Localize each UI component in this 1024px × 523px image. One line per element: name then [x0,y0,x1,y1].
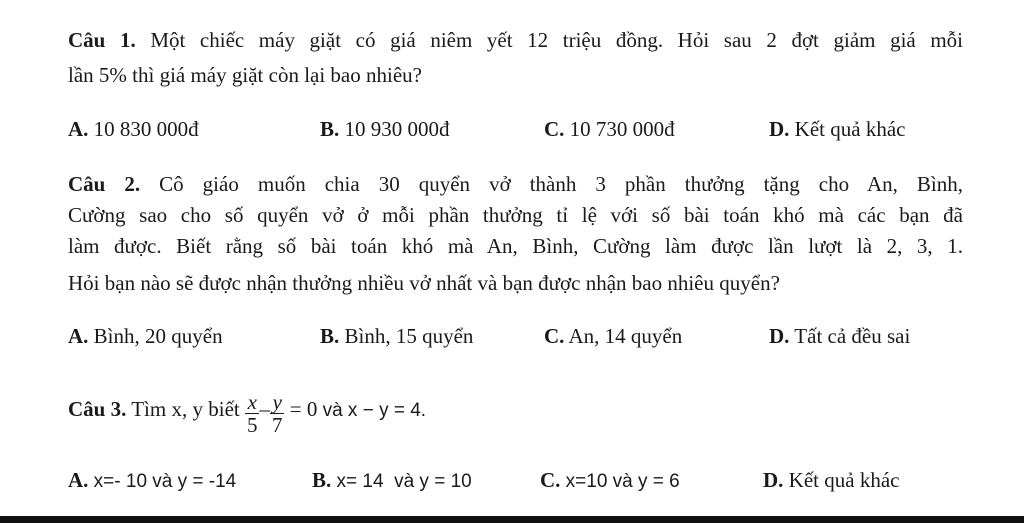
q2-text-1: Cô giáo muốn chia 30 quyển vở thành 3 phần thưởng tặng cho An, Bình, [159,172,963,196]
q3-option-b-text: x= 14 và y = 10 [336,471,472,492]
q2-line-3: làm được. Biết rằng số bài toán khó mà An, Bình, Cường làm được lần lượt là 2, 3, 1. [68,234,963,258]
q2-option-a-letter: A. [68,324,89,348]
q3-fraction-x-over-5 [245,391,260,436]
q2-label: Câu 2. [68,172,141,196]
q3-frac1-numerator: x [247,389,257,414]
q3-equals: = 0 [289,397,318,421]
q3-option-c-letter: C. [540,468,561,492]
q1-option-a-letter: A. [68,117,89,141]
q2-option-d-letter: D. [769,324,790,348]
q1-option-a[interactable] [68,117,199,141]
q2-option-c[interactable] [544,324,682,348]
q3-option-b[interactable] [312,468,472,494]
q1-option-d[interactable] [769,117,905,141]
q3-option-a-text: x=- 10 và y = -14 [93,471,237,492]
q3-minus-sign: – [259,397,270,421]
q3-option-d[interactable] [763,468,899,492]
q2-option-c-letter: C. [544,324,565,348]
q1-line-1 [68,28,963,52]
q3-label: Câu 3. [68,397,127,421]
q1-option-c-letter: C. [544,117,565,141]
q2-option-b[interactable] [320,324,473,348]
q1-option-c[interactable] [544,117,675,141]
q2-line-2: Cường sao cho số quyển vở ở mỗi phần thưởng tỉ lệ với số bài toán khó mà các bạn đã [68,203,963,227]
q3-prefix: Tìm x, y biết [131,397,240,421]
q2-option-d[interactable] [769,324,910,348]
q2-option-a-text: Bình, 20 quyển [93,324,223,348]
q2-line-4: Hỏi bạn nào sẽ được nhận thưởng nhiều vở nhất và bạn được nhận bao nhiêu quyển? [68,271,780,295]
q3-line-1 [68,384,426,436]
q1-option-b-text: 10 930 000đ [344,117,450,141]
q1-option-d-text: Kết quả khác [794,117,906,141]
q3-option-a[interactable] [68,468,236,494]
q1-label: Câu 1. [68,28,136,52]
q1-option-d-letter: D. [769,117,790,141]
q3-frac1-denominator: 5 [246,412,258,437]
q2-option-d-text: Tất cả đều sai [794,324,911,348]
q1-option-b[interactable] [320,117,450,141]
q3-suffix: và x − y = 4. [322,400,427,421]
q2-option-b-text: Bình, 15 quyển [344,324,474,348]
q3-option-d-letter: D. [763,468,784,492]
q1-text-1: Một chiếc máy giặt có giá niêm yết 12 triệu đồng. Hỏi sau 2 đợt giảm giá mỗi [150,28,963,52]
q3-option-c[interactable] [540,468,680,494]
q3-frac2-denominator: 7 [271,412,283,437]
q1-option-b-letter: B. [320,117,340,141]
q1-line-2: lần 5% thì giá máy giặt còn lại bao nhiêu? [68,63,422,87]
q3-option-a-letter: A. [68,468,89,492]
bottom-border [0,516,1024,523]
q2-option-b-letter: B. [320,324,340,348]
q3-frac2-numerator: y [272,389,282,414]
q3-option-d-text: Kết quả khác [788,468,900,492]
q1-option-a-text: 10 830 000đ [93,117,199,141]
q3-fraction-y-over-7 [270,391,285,436]
q1-option-c-text: 10 730 000đ [569,117,675,141]
q3-option-c-text: x=10 và y = 6 [565,471,680,492]
q2-option-c-text: An, 14 quyển [568,324,683,348]
q3-option-b-letter: B. [312,468,332,492]
q2-option-a[interactable] [68,324,223,348]
q2-line-1 [68,172,963,196]
